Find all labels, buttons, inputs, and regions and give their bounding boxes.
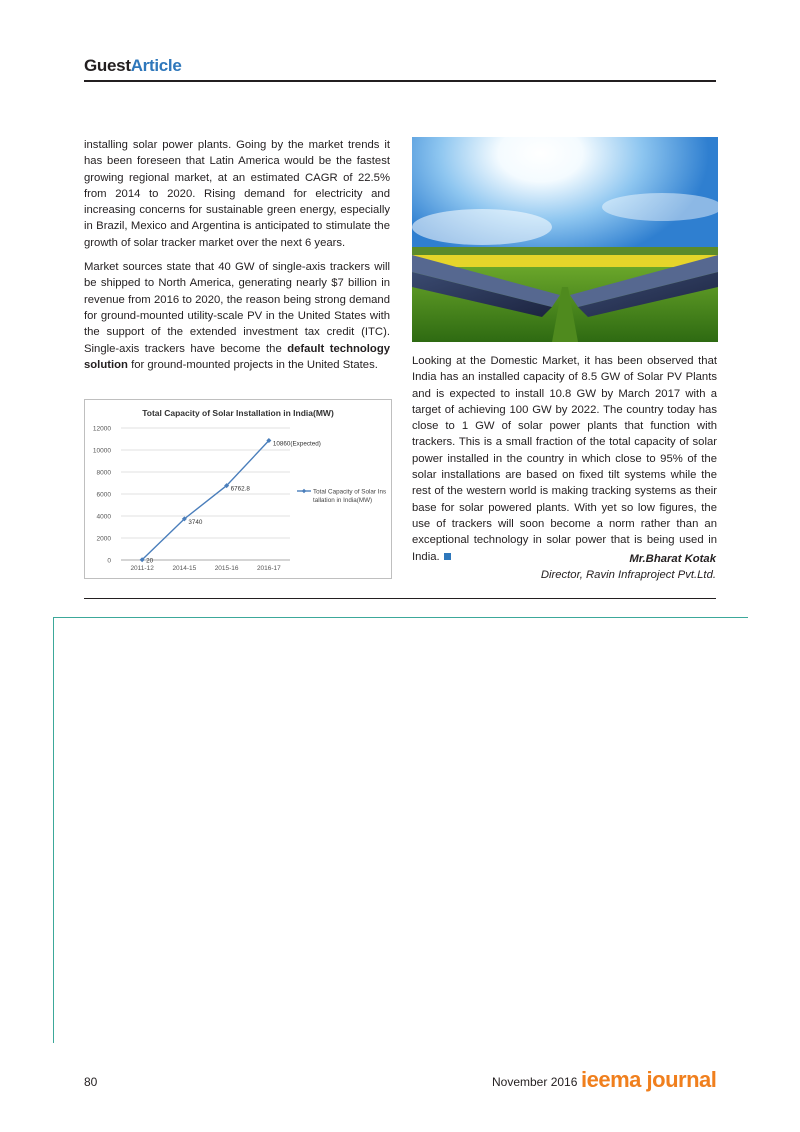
y-tick-label: 8000 — [96, 469, 111, 477]
right-paragraph-text: Looking at the Domestic Market, it has been observed that India has an installed capacity of 8.5 GW of Solar PV Plants and is expected to install 10.8 GW by March 2017 with a target of achieving 100 GW by 2022. The country today has close to 1 GW of solar power plants that function with trackers. This is a small fraction of the total capacity of solar power installed in the country in which close to 95% of the solar installations are based on fixed tilt systems while the rest of the western world is making tracking systems as their base for solar powered plants. With yet so low figures, the use of trackers will soon become a norm rather than an exceptional technology in solar power that is being used in India. — [412, 355, 717, 563]
header-article-label: Article — [130, 56, 182, 75]
y-tick-label: 6000 — [96, 491, 111, 499]
end-mark-icon — [444, 553, 451, 560]
left-p2-after: for ground-mounted projects in the United States. — [127, 358, 378, 371]
x-tick-label: 2015-16 — [214, 565, 239, 572]
legend-label-line-2: tallation in India(MW) — [313, 497, 373, 504]
right-paragraph — [412, 353, 717, 565]
journal-logo — [581, 1067, 716, 1093]
solar-panel-photo — [412, 137, 718, 342]
y-tick-label: 10000 — [92, 447, 111, 455]
logo-part-b: journal — [646, 1067, 717, 1092]
issue-date: November 2016 — [492, 1075, 578, 1089]
chart-title: Total Capacity of Solar Installation in India(MW) — [142, 408, 334, 418]
y-tick-label: 0 — [107, 557, 111, 565]
y-tick-label: 2000 — [96, 535, 111, 543]
left-paragraph-1: installing solar power plants. Going by the market trends it has been foreseen that Latin America would be the fastest growing regional market, at an estimated CAGR of 22.5% from 2014 to 2020. Rising demand for electricity and increasing concerns for sustainable green energy, especially in Brazil, Mexico and Argentina is anticipated to stimulate the growth of solar tracker market over the next 6 years. — [84, 139, 390, 249]
chart-svg — [85, 400, 391, 578]
capacity-chart — [84, 399, 392, 579]
data-label: 10860(Expected) — [272, 440, 321, 448]
legend-marker — [302, 489, 306, 493]
x-tick-label: 2014-15 — [172, 565, 197, 572]
data-label: 20 — [146, 557, 154, 565]
legend-label-line-1: Total Capacity of Solar Ins — [313, 488, 387, 496]
series-line — [142, 441, 269, 560]
left-paragraph-2 — [84, 259, 390, 373]
data-label: 3740 — [188, 518, 203, 526]
y-tick-label: 4000 — [96, 513, 111, 521]
bottom-rule — [84, 598, 716, 599]
section-header — [84, 56, 716, 82]
author-name: Mr.Bharat Kotak — [629, 553, 716, 565]
empty-frame — [53, 617, 748, 1043]
x-tick-label: 2011-12 — [130, 565, 154, 572]
logo-part-a: ieema — [581, 1067, 641, 1092]
data-label: 6762.8 — [230, 485, 250, 493]
y-tick-label: 12000 — [92, 425, 111, 433]
left-column — [84, 137, 390, 381]
right-column — [412, 353, 717, 573]
left-p2-before: Market sources state that 40 GW of single-axis trackers will be shipped to North America, generating nearly $7 billion in revenue from 2016 to 2020, the reason being strong demand for ground-mounted utility-scale PV in the United States with the support of the extended investment tax credit (ITC). Single-axis trackers have become the — [84, 261, 390, 355]
page-number: 80 — [84, 1075, 98, 1089]
header-guest-label: Guest — [84, 56, 131, 75]
author-title: Director, Ravin Infraproject Pvt.Ltd. — [540, 569, 716, 581]
solar-field-image — [412, 137, 718, 342]
left-p2-bold: default technology solution — [84, 342, 390, 371]
x-tick-label: 2016-17 — [256, 565, 281, 572]
